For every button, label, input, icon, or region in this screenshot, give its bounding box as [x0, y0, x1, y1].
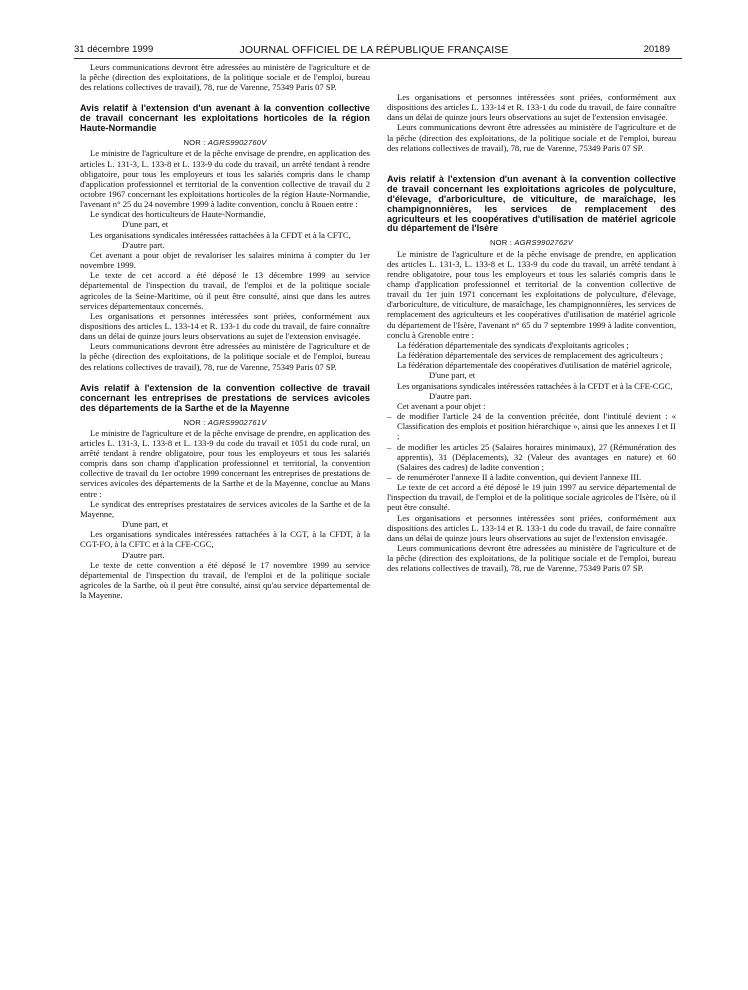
object-list	[387, 411, 676, 482]
paragraph: Le ministre de l'agriculture et de la pêche envisage de prendre, en application des articles L. 131-3, L. 133-8 et L. 133-9 du code du travail, un arrêté tendant à rendre obligatoire, pour tous les employeurs et tous les salariés compris dans le champ d'application professionnel et territorial de la convention collective de travail du 2 octobre 1967 concernant les exploitations horticoles de la région Haute-Normandie, l'avenant n° 25 du 24 novembre 1999 à ladite convention, conclu à Rouen entre :	[80, 148, 370, 210]
paragraph: Leurs communications devront être adressées au ministère de l'agriculture et de la pêche (direction des exploitations, de la politique sociale et de l'emploi, bureau des relations collectives de travail), 78, rue de Varenne, 75349 Paris 07 SP.	[387, 122, 676, 153]
list-item: – de renuméroter l'annexe II à ladite convention, qui devient l'annexe III.	[387, 471, 642, 482]
party-line: D'une part, et	[122, 219, 169, 230]
paragraph: Le syndicat des entreprises prestataires de services avicoles de la Sarthe et de la Mayenne,	[80, 498, 370, 519]
paragraph: Le texte de cet accord a été déposé le 13 décembre 1999 au service départemental de l'inspection du travail, de l'emploi et de la politique sociale agricoles de la Seine-Maritime, où il peut être consulté, ainsi que dans les autres services départementaux concernés.	[80, 270, 370, 311]
paragraph: Les organisations syndicales intéressées rattachées à la CFDT et à la CFTC,	[90, 229, 351, 240]
paragraph: La fédération départementale des services de remplacement des agriculteurs ;	[397, 350, 664, 361]
nor-label: NOR :	[490, 238, 513, 248]
nor-reference	[80, 418, 370, 428]
paragraph: Les organisations et personnes intéressées sont priées, conformément aux dispositions des articles L. 133-14 et R. 133-1 du code du travail, de faire connaître dans un délai de quinze jours leurs observations au sujet de l'extension envisagée.	[387, 512, 676, 543]
notice-title-haute-normandie: Avis relatif à l'extension d'un avenant à la convention collective de travail concernant les exploitations horticoles de la région Haute-Normandie	[80, 103, 370, 134]
header-date: 31 décembre 1999	[74, 44, 154, 55]
nor-label: NOR :	[183, 417, 206, 427]
paragraph: Les organisations et personnes intéressées sont priées, conformément aux dispositions des articles L. 133-14 et R. 133-1 du code du travail, de faire connaître dans un délai de quinze jours leurs observations au sujet de l'extension envisagée.	[387, 92, 676, 123]
paragraph: Les organisations syndicales intéressées rattachées à la CFDT et à la CFE-CGC,	[397, 380, 673, 391]
nor-code: AGRS9902761V	[207, 417, 267, 427]
party-line: D'une part, et	[122, 519, 169, 530]
nor-reference	[387, 238, 676, 248]
intro-paragraph: Leurs communications devront être adressées au ministère de l'agriculture et de la pêche (direction des exploitations, de la politique sociale et de l'emploi, bureau des relations collectives de travail), 78, rue de Varenne, 75349 Paris 07 SP.	[80, 62, 370, 93]
list-item: – de modifier l'article 24 de la convention précitée, dont l'intitulé devient : « Classification des emplois et position hiérarchique », ainsi que les annexes I et II ;	[387, 411, 676, 442]
party-line: D'autre part.	[122, 239, 165, 250]
paragraph: Leurs communications devront être adressées au ministère de l'agriculture et de la pêche (direction des exploitations, de la politique sociale et de l'emploi, bureau des relations collectives de travail), 78, rue de Varenne, 75349 Paris 07 SP.	[387, 543, 676, 574]
paragraph: Le texte de cet accord a été déposé le 19 juin 1997 au service départemental de l'inspection du travail, de l'emploi et de la politique sociale agricoles de l'Isère, où il peut être consulté.	[387, 482, 676, 513]
journal-title: JOURNAL OFFICIEL DE LA RÉPUBLIQUE FRANÇAISE	[239, 44, 509, 56]
notice-title-isere: Avis relatif à l'extension d'un avenant à la convention collective de travail concernant les exploitations agricoles de polyculture, d'élevage, d'arboriculture, de viticulture, de maraîchage, les champignonnières, les services de remplacement des agriculteurs et les coopératives d'utilisation de matériel agricole du département de l'Isère	[387, 173, 676, 234]
paragraph: Cet avenant a pour objet de revaloriser les salaires minima à compter du 1er novembre 1999.	[80, 249, 370, 271]
paragraph: Le ministre de l'agriculture et de la pêche envisage de prendre, en application des articles L. 131-3, L. 133-8 et L. 133-9 du code du travail et 1051 du code rural, un arrêté tendant à rendre obligatoire, pour tous les employeurs et tous les salariés compris dans son champ d'application professionnel et territorial, la convention collective de travail du 1er octobre 1999 concernant les entreprises de prestations de services avicoles des départements de la Sarthe et de la Mayenne, conclue au Mans entre :	[80, 427, 370, 499]
right-column	[387, 92, 676, 574]
paragraph: Les organisations et personnes intéressées sont priées, conformément aux dispositions des articles L. 133-14 et R. 133-1 du code du travail, de faire connaître dans un délai de quinze jours leurs observations au sujet de l'extension envisagée.	[80, 310, 370, 342]
paragraph: La fédération départementale des coopératives d'utilisation de matériel agricole,	[397, 360, 672, 371]
nor-code: AGRS9902762V	[514, 238, 573, 248]
left-column	[80, 62, 370, 600]
paragraph: Le texte de cette convention a été déposé le 17 novembre 1999 au service départemental de l'inspection du travail, de l'emploi et de la politique sociale agricoles de la Sarthe, où il peut être consulté, ainsi qu'au service départemental de la Mayenne.	[80, 559, 370, 601]
paragraph: Le ministre de l'agriculture et de la pêche envisage de prendre, en application des articles L. 131-3, L. 133-8 et L. 133-9 du code du travail, un arrêté tendant à rendre obligatoire, pour tous les employeurs et tous les salariés compris dans le champ d'application professionnel et territorial de la convention collective de travail du 1er juin 1971 concernant les exploitations de polyculture, d'élevage, d'arboriculture, de viticulture, de maraîchage, les champignonnières, les services de remplacement des agriculteurs et les coopératives d'utilisation de matériel agricole du département de l'Isère, l'avenant n° 65 du 7 septembre 1999 à ladite convention, conclu à Grenoble entre :	[387, 248, 676, 340]
nor-code: AGRS9902760V	[207, 138, 267, 148]
party-line: D'autre part.	[122, 549, 165, 560]
paragraph: Le syndicat des horticulteurs de Haute-Normandie,	[90, 209, 266, 220]
party-line: D'une part, et	[429, 370, 476, 381]
paragraph: Leurs communications devront être adressées au ministère de l'agriculture et de la pêche (direction des exploitations, de la politique sociale et de l'emploi, bureau des relations collectives de travail), 78, rue de Varenne, 75349 Paris 07 SP.	[80, 341, 370, 372]
notice-title-sarthe-mayenne: Avis relatif à l'extension de la convention collective de travail concernant les entreprises de prestations de services avicoles des départements de la Sarthe et de la Mayenne	[80, 382, 370, 413]
nor-label: NOR :	[183, 138, 206, 148]
nor-reference	[80, 138, 370, 148]
paragraph: La fédération départementale des syndicats d'exploitants agricoles ;	[397, 339, 629, 350]
party-line: D'autre part.	[429, 390, 472, 401]
paragraph: Les organisations syndicales intéressées rattachées à la CGT, à la CFDT, à la CGT-FO, à la CFTC et à la CFE-CGC,	[80, 529, 370, 550]
header-rule	[74, 58, 682, 59]
list-item: – de modifier les articles 25 (Salaires horaires minimaux), 27 (Rémunération des apprentis), 31 (Déplacements), 32 (Valeur des avantages en nature) et 60 (Salaires des cadres) de ladite convention ;	[387, 441, 676, 472]
page-number: 20189	[643, 44, 670, 55]
paragraph: Cet avenant a pour objet :	[397, 400, 486, 411]
